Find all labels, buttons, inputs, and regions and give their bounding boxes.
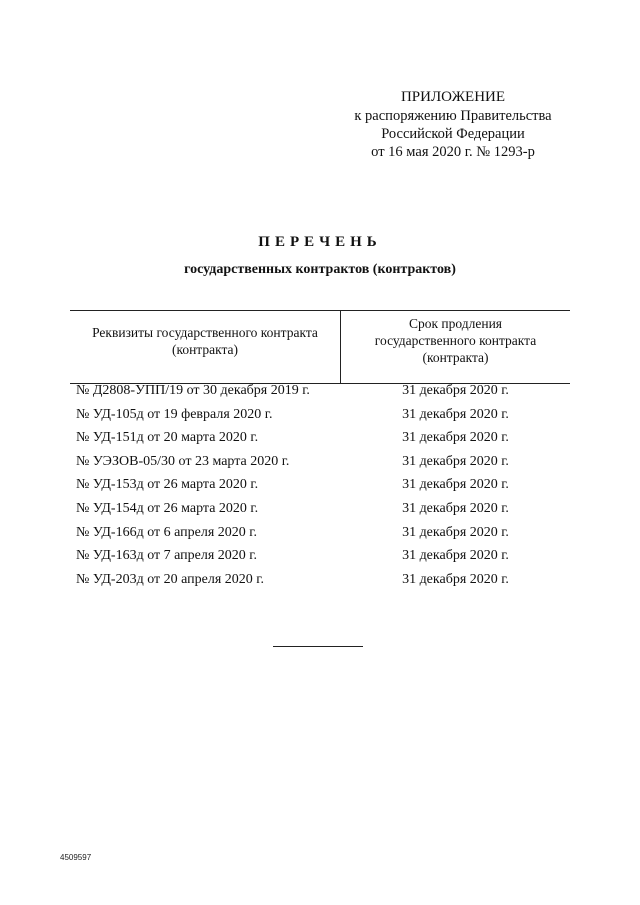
deadline-cell: 31 декабря 2020 г. xyxy=(402,548,509,564)
contract-cell: № УЭЗОВ-05/30 от 23 марта 2020 г. xyxy=(76,453,290,469)
document-title: ПЕРЕЧЕНЬ xyxy=(258,234,382,250)
table-row xyxy=(70,500,570,524)
deadline-cell: 31 декабря 2020 г. xyxy=(402,500,509,516)
table-row xyxy=(70,453,570,477)
document-subtitle: государственных контрактов (контрактов) xyxy=(184,262,456,277)
contract-cell: № УД-151д от 20 марта 2020 г. xyxy=(76,430,259,446)
contract-cell: № УД-105д от 19 февраля 2020 г. xyxy=(76,406,273,422)
table-row xyxy=(70,547,570,571)
deadline-cell: 31 декабря 2020 г. xyxy=(402,453,509,469)
header-term-line-3: (контракта) xyxy=(422,350,489,365)
contract-cell: № УД-163д от 7 апреля 2020 г. xyxy=(76,548,257,564)
appendix-line-3: от 16 мая 2020 г. № 1293-р xyxy=(371,144,535,160)
deadline-cell: 31 декабря 2020 г. xyxy=(402,571,509,587)
header-contract-line-2: (контракта) xyxy=(171,342,239,357)
table-row xyxy=(70,524,570,548)
header-contract-line-1: Реквизиты государственного контракта xyxy=(92,325,318,340)
contract-cell: № Д2808-УПП/19 от 30 декабря 2019 г. xyxy=(76,383,310,398)
contract-cell: № УД-154д от 26 марта 2020 г. xyxy=(76,500,259,516)
appendix-line-1: к распоряжению Правительства xyxy=(354,108,552,124)
table-row xyxy=(70,406,570,430)
table-row xyxy=(70,382,570,406)
contract-cell: № УД-203д от 20 апреля 2020 г. xyxy=(76,571,264,587)
appendix-block xyxy=(330,88,576,161)
contract-cell: № УД-166д от 6 апреля 2020 г. xyxy=(76,524,257,540)
table-row xyxy=(70,429,570,453)
deadline-cell: 31 декабря 2020 г. xyxy=(402,430,509,446)
contract-cell: № УД-153д от 26 марта 2020 г. xyxy=(76,477,259,493)
deadline-cell: 31 декабря 2020 г. xyxy=(402,524,509,540)
appendix-title: ПРИЛОЖЕНИЕ xyxy=(400,89,506,105)
table-row xyxy=(70,571,570,595)
end-of-list-rule xyxy=(273,646,363,647)
header-term-line-2: государственного контракта xyxy=(374,333,537,348)
deadline-cell: 31 декабря 2020 г. xyxy=(402,383,509,398)
document-code: 4509597 xyxy=(60,853,92,862)
header-term-line-1: Срок продления xyxy=(408,316,503,331)
header-extension-term xyxy=(341,315,570,366)
appendix-line-2: Российской Федерации xyxy=(381,126,525,142)
deadline-cell: 31 декабря 2020 г. xyxy=(402,477,509,493)
table-body xyxy=(70,382,570,594)
table-header xyxy=(70,310,570,384)
deadline-cell: 31 декабря 2020 г. xyxy=(402,406,509,422)
table-row xyxy=(70,476,570,500)
header-contract-details xyxy=(70,324,340,358)
